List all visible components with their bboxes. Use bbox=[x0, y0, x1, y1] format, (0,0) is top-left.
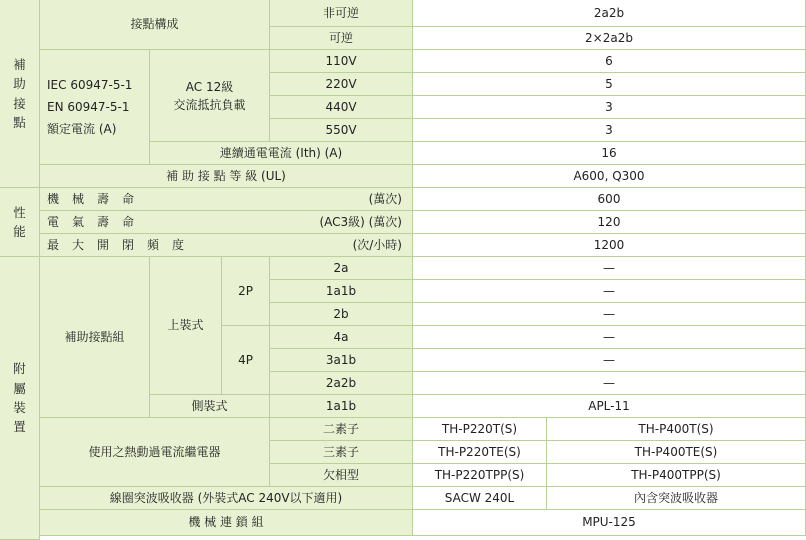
config-2a2b: 2a2b bbox=[270, 372, 413, 395]
value-3a1b: — bbox=[413, 349, 806, 372]
value-1a1b: — bbox=[413, 280, 806, 303]
side-mount-value: APL-11 bbox=[413, 395, 806, 418]
ith-value: 16 bbox=[413, 142, 806, 165]
mechanical-life-unit: (萬次) bbox=[368, 191, 402, 206]
section-performance: 性 能 bbox=[0, 188, 40, 257]
electrical-life-value: 120 bbox=[413, 211, 806, 234]
ith-label: 連續通電電流 (Ith) (A) bbox=[150, 142, 413, 165]
value-2a2b: — bbox=[413, 372, 806, 395]
relay-type-3-element: 三素子 bbox=[270, 441, 413, 464]
voltage-550v: 550V bbox=[270, 119, 413, 142]
relay-left-phase-loss: TH-P220TPP(S) bbox=[413, 464, 547, 487]
voltage-440v: 440V bbox=[270, 96, 413, 119]
value-2b: — bbox=[413, 303, 806, 326]
overload-relay-label: 使用之熱動過電流繼電器 bbox=[40, 418, 270, 487]
reversible-label: 可逆 bbox=[270, 27, 413, 50]
surge-absorber-label: 線圈突波吸收器 (外裝式AC 240V以下適用) bbox=[40, 487, 413, 510]
config-2b: 2b bbox=[270, 303, 413, 326]
value-4a: — bbox=[413, 326, 806, 349]
voltage-110v: 110V bbox=[270, 50, 413, 73]
side-mount-label: 側裝式 bbox=[150, 395, 270, 418]
four-pole-label: 4P bbox=[222, 326, 270, 395]
mechanical-life-label: 機械壽命 (萬次) bbox=[40, 188, 413, 211]
relay-right-phase-loss: TH-P400TPP(S) bbox=[547, 464, 806, 487]
mechanical-interlock-label: 機 械 連 鎖 組 bbox=[40, 510, 413, 536]
switching-frequency-label: 最大開閉頻度 (次/小時) bbox=[40, 234, 413, 257]
non-reversible-label: 非可逆 bbox=[270, 0, 413, 27]
config-1a1b: 1a1b bbox=[270, 280, 413, 303]
surge-absorber-right: 內含突波吸收器 bbox=[547, 487, 806, 510]
section-accessories: 附 屬 裝 置 bbox=[0, 257, 40, 540]
config-2a: 2a bbox=[270, 257, 413, 280]
config-3a1b: 3a1b bbox=[270, 349, 413, 372]
surge-absorber-left: SACW 240L bbox=[413, 487, 547, 510]
top-mount-label: 上裝式 bbox=[150, 257, 222, 395]
standards-label: IEC 60947-5-1 EN 60947-5-1 額定電流 (A) bbox=[40, 50, 150, 165]
mechanical-interlock-value: MPU-125 bbox=[413, 510, 806, 536]
non-reversible-value: 2a2b bbox=[413, 0, 806, 27]
contact-config-label: 接點構成 bbox=[40, 0, 270, 50]
two-pole-label: 2P bbox=[222, 257, 270, 326]
current-440v: 3 bbox=[413, 96, 806, 119]
electrical-life-label: 電氣壽命 (AC3級) (萬次) bbox=[40, 211, 413, 234]
reversible-value: 2×2a2b bbox=[413, 27, 806, 50]
value-2a: — bbox=[413, 257, 806, 280]
side-mount-config: 1a1b bbox=[270, 395, 413, 418]
ul-rating-value: A600, Q300 bbox=[413, 165, 806, 188]
relay-left-3-element: TH-P220TE(S) bbox=[413, 441, 547, 464]
switching-frequency-unit: (次/小時) bbox=[352, 237, 402, 252]
relay-left-2-element: TH-P220T(S) bbox=[413, 418, 547, 441]
relay-type-2-element: 二素子 bbox=[270, 418, 413, 441]
relay-right-3-element: TH-P400TE(S) bbox=[547, 441, 806, 464]
voltage-220v: 220V bbox=[270, 73, 413, 96]
relay-right-2-element: TH-P400T(S) bbox=[547, 418, 806, 441]
ul-rating-label: 補 助 接 點 等 級 (UL) bbox=[40, 165, 413, 188]
electrical-life-unit: (AC3級) (萬次) bbox=[319, 214, 402, 229]
current-550v: 3 bbox=[413, 119, 806, 142]
aux-contact-unit-label: 補助接點組 bbox=[40, 257, 150, 418]
relay-type-phase-loss: 欠相型 bbox=[270, 464, 413, 487]
mechanical-life-value: 600 bbox=[413, 188, 806, 211]
ac12-category-label: AC 12級 交流抵抗負載 bbox=[150, 50, 270, 142]
current-220v: 5 bbox=[413, 73, 806, 96]
switching-frequency-value: 1200 bbox=[413, 234, 806, 257]
section-aux-contacts: 補 助 接 點 bbox=[0, 0, 40, 188]
current-110v: 6 bbox=[413, 50, 806, 73]
config-4a: 4a bbox=[270, 326, 413, 349]
